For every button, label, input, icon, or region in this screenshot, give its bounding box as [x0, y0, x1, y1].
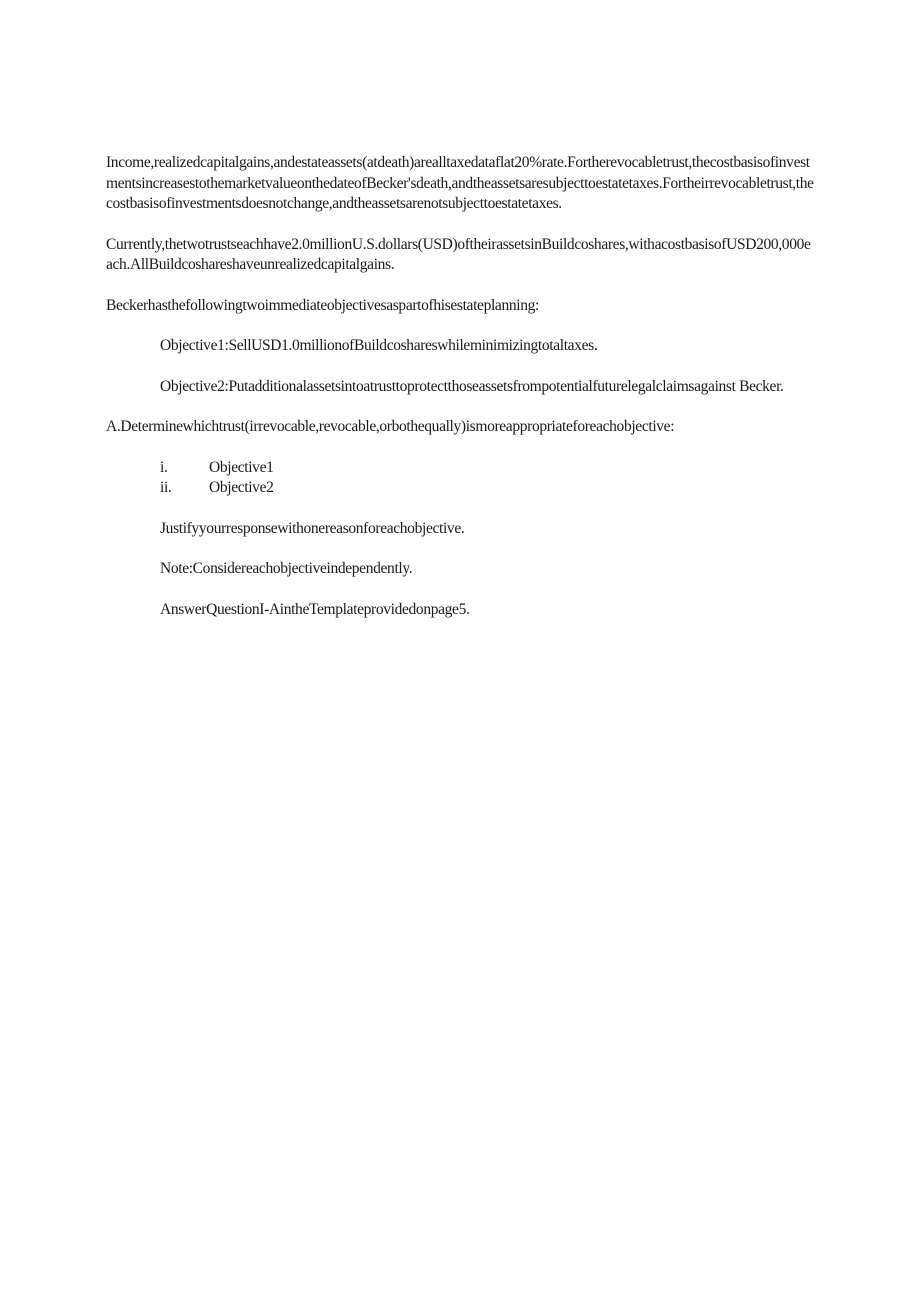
trust-holdings-paragraph: Currently,thetwotrustseachhave2.0millionU.S.dollars(USD)oftheirassetsinBuildcoshares,withacostbasisofUSD200,000each.AllBuildcoshareshaveunrealizedcapitalgains. [106, 235, 811, 273]
objective-2: Objective2:Putadditionalassetsintoatrusttoprotectthoseassetsfrompotentialfuturelegalclaimsagainst Becker. [160, 377, 784, 395]
note-instruction: Note:Considereachobjectiveindependently. [160, 560, 413, 577]
list-item-text: Objective1 [209, 458, 274, 476]
tax-rules-paragraph: Income,realizedcapitalgains,andestateassets(atdeath)arealltaxedataflat20%rate.Fortherevocabletrust,thecostbasisofinvestmentsincreasestothemarketvalueonthedateofBecker'sdeath,andtheassetsaresubjecttoestatetaxes.Fortheirrevocabletrust,thecostbasisofinvestmentsdoesnotchange,andtheassetsarenotsubjecttoestatetaxes. [106, 154, 814, 212]
list-item-text: Objective2 [209, 479, 274, 496]
justify-instruction: Justifyyourresponsewithonereasonforeachobjective. [160, 519, 465, 537]
question-a: A.Determinewhichtrust(irrevocable,revocable,orbothequally)ismoreappropriateforeachobjective: [106, 418, 675, 435]
objectives-intro-paragraph: Beckerhasthefollowingtwoimmediateobjectivesaspartofhisestateplanning: [106, 296, 539, 314]
objective-list [160, 458, 814, 499]
objectives-block [160, 336, 814, 397]
document-page [106, 153, 814, 640]
list-item [160, 458, 814, 479]
answer-instruction: AnswerQuestionI-AintheTemplateprovidedonpage5. [160, 600, 470, 618]
list-item [160, 478, 814, 499]
list-item-number: ii. [160, 479, 172, 496]
list-item-number: i. [160, 458, 168, 476]
objective-1: Objective1:SellUSD1.0millionofBuildcoshareswhileminimizingtotaltaxes. [160, 337, 598, 354]
